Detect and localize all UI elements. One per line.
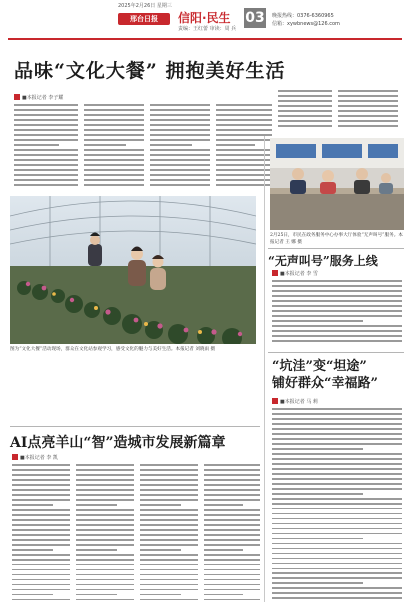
main-text-col-6 [338,90,398,130]
column-divider [264,136,265,602]
section-editors: 责编：王红蕾 审读：周 兵 [178,26,237,32]
text-line [204,549,243,551]
text-line [140,534,198,536]
text-line [140,584,198,586]
text-line [272,310,402,312]
text-line [12,554,70,556]
text-line [76,544,134,546]
text-line [140,489,198,491]
red-square-tag-icon [272,398,278,404]
text-line [204,524,260,526]
text-line [12,599,70,601]
text-line [272,305,402,307]
text-line [272,518,402,520]
text-line [140,544,198,546]
text-line [150,104,210,106]
hotline: 晚报热线：0376-6360965 [272,13,334,19]
text-line [216,124,272,126]
main-text-col-3 [150,104,210,189]
text-line [278,120,332,122]
text-line [272,498,402,500]
text-line [140,524,198,526]
text-line [140,519,198,521]
text-line [338,100,398,102]
text-line [14,109,78,111]
text-line [272,533,402,535]
text-line [204,594,243,596]
text-line [140,464,198,466]
text-line [338,105,398,107]
main-headline: 品味“文化大餐” 拥抱美好生活 [14,60,286,82]
text-line [76,549,117,551]
text-line [150,119,210,121]
text-line [278,95,332,97]
text-line [12,579,70,581]
text-line [84,134,144,136]
text-line [12,529,70,531]
text-line [12,504,53,506]
text-line [272,478,402,480]
text-line [76,524,134,526]
text-line [14,159,78,161]
text-line [76,474,134,476]
text-line [272,453,402,455]
side2-rule [268,352,404,353]
side2-byline: ■本报记者 马 莉 [272,398,318,405]
text-line [76,574,134,576]
text-line [14,149,78,151]
text-line [140,484,198,486]
text-line [12,534,70,536]
text-line [140,504,181,506]
text-line [12,514,70,516]
text-line [76,494,134,496]
text-line [272,418,402,420]
text-line [272,508,402,510]
text-line [84,124,144,126]
text-line [76,599,134,601]
text-line [76,584,134,586]
text-line [84,164,144,166]
red-square-tag-icon [272,270,278,276]
text-line [76,559,134,561]
text-line [12,499,70,501]
text-line [278,125,332,127]
text-line [12,479,70,481]
text-line [84,149,144,151]
text-line [338,125,398,127]
text-line [76,509,134,511]
text-line [272,548,402,550]
text-line [84,154,144,156]
text-line [272,523,402,525]
text-line [140,599,198,601]
text-line [338,120,398,122]
text-line [140,594,181,596]
ai-text-col-3 [140,464,198,604]
text-line [76,519,134,521]
text-line [204,579,260,581]
text-line [140,564,198,566]
text-line [76,504,117,506]
text-line [150,129,210,131]
text-line [272,488,402,490]
text-line [150,144,192,146]
text-line [84,159,144,161]
text-line [150,134,210,136]
newspaper-logo: 邢台日报 [118,13,170,25]
text-line [216,104,272,106]
text-line [204,509,260,511]
side1-headline: “无声叫号”服务上线 [268,254,378,268]
issue-date: 2025年2月26日 星期三 [118,3,172,9]
text-line [84,179,144,181]
text-line [204,474,260,476]
text-line [76,564,134,566]
text-line [272,468,402,470]
text-line [76,469,134,471]
text-line [272,568,402,570]
text-line [14,114,78,116]
text-line [14,174,78,176]
ai-text-col-4 [204,464,260,604]
side2-headline: “坑洼”变“坦途” 铺好群众“幸福路” [272,359,378,391]
text-line [204,479,260,481]
service-hall-photo-illustration [270,138,404,230]
main-byline: ■本报记者 李子耀 [14,94,63,101]
text-line [12,564,70,566]
text-line [84,114,144,116]
header-rule [8,38,402,40]
text-line [338,115,398,117]
text-line [272,408,402,410]
section-title: 信阳·民生 [178,11,231,25]
text-line [204,599,260,601]
ai-headline: AI点亮羊山“智”造城市发展新篇章 [10,435,226,451]
main-text-col-1 [14,104,78,189]
text-line [150,184,210,186]
text-line [12,464,70,466]
text-line [338,95,398,97]
text-line [140,574,198,576]
text-line [150,159,210,161]
text-line [14,139,78,141]
text-line [150,179,210,181]
text-line [140,549,181,551]
text-line [272,335,402,337]
text-line [12,469,70,471]
text-line [12,524,70,526]
red-square-tag-icon [12,454,18,460]
text-line [204,554,260,556]
text-line [84,104,144,106]
text-line [272,423,402,425]
text-line [12,489,70,491]
text-line [140,494,198,496]
ai-text-col-1 [12,464,70,604]
text-line [272,513,402,515]
text-line [140,529,198,531]
text-line [84,119,144,121]
main-photo-caption: 图为“文化大餐”活动现场，群众在文化站参观学习，感受文化的魅力与美好生活。本报记者 刘晓雨 摄 [10,347,216,352]
text-line [76,479,134,481]
text-line [204,464,260,466]
text-line [84,169,144,171]
text-line [204,544,260,546]
text-line [204,569,260,571]
text-line [84,174,144,176]
text-line [84,139,144,141]
text-line [272,320,363,322]
text-line [140,579,198,581]
text-line [272,553,402,555]
text-line [76,484,134,486]
text-line [76,539,134,541]
text-line [272,325,402,327]
red-square-tag-icon [14,94,20,100]
text-line [76,569,134,571]
text-line [272,558,402,560]
text-line [272,295,402,297]
side2-text [272,408,402,602]
text-line [150,114,210,116]
page-number: 03 [245,10,265,26]
text-line [204,559,260,561]
text-line [272,587,402,589]
text-line [204,584,260,586]
text-line [272,543,402,545]
text-line [140,469,198,471]
side-photo-caption: 2月25日，市民在政务服务中心办事大厅体验“无声叫号”服务。本报记者 王 娜 摄 [270,233,403,245]
main-text-col-2 [84,104,144,189]
text-line [338,110,398,112]
text-line [272,428,402,430]
ai-byline: ■本报记者 李 凯 [12,454,58,461]
text-line [278,105,332,107]
text-line [272,330,402,332]
text-line [12,484,70,486]
text-line [150,169,210,171]
text-line [150,149,210,151]
text-line [12,549,53,551]
text-line [278,115,332,117]
text-line [76,489,134,491]
text-line [272,340,402,342]
text-line [140,559,198,561]
text-line [272,280,402,282]
text-line [12,594,53,596]
text-line [76,579,134,581]
text-line [204,529,260,531]
text-line [140,509,198,511]
text-line [272,443,402,445]
text-line [204,574,260,576]
text-line [12,559,70,561]
text-line [140,569,198,571]
side-photo [270,138,404,230]
text-line [272,577,402,579]
text-line [84,129,144,131]
text-line [84,109,144,111]
text-line [216,144,255,146]
text-line [150,109,210,111]
text-line [272,483,402,485]
text-line [76,464,134,466]
text-line [14,134,78,136]
main-text-col-5 [278,90,332,130]
text-line [338,90,398,92]
text-line [12,539,70,541]
text-line [216,129,272,131]
text-line [140,479,198,481]
text-line [272,438,402,440]
text-line [76,554,134,556]
text-line [14,154,78,156]
text-line [76,499,134,501]
text-line [216,109,272,111]
text-line [272,572,402,574]
text-line [272,473,402,475]
text-line [12,584,70,586]
text-line [76,534,134,536]
text-line [272,463,402,465]
text-line [150,139,210,141]
ai-text-col-2 [76,464,134,604]
text-line [272,413,402,415]
text-line [12,494,70,496]
text-line [140,514,198,516]
text-line [204,539,260,541]
text-line [14,104,78,106]
contact-info [272,12,340,28]
text-line [84,144,126,146]
text-line [272,582,363,584]
text-line [272,290,402,292]
text-line [272,503,402,505]
text-line [140,554,198,556]
text-line [14,144,59,146]
text-line [216,114,272,116]
ai-rule [10,426,260,427]
text-line [204,514,260,516]
text-line [272,528,402,530]
text-line [12,574,70,576]
text-line [76,514,134,516]
text-line [272,597,402,599]
text-line [204,504,243,506]
text-line [204,519,260,521]
text-line [204,499,260,501]
text-line [204,589,260,591]
text-line [14,164,78,166]
text-line [140,539,198,541]
text-line [272,458,402,460]
text-line [140,499,198,501]
text-line [12,569,70,571]
text-line [278,90,332,92]
text-line [272,315,402,317]
side1-text [272,280,402,345]
text-line [272,448,363,450]
text-line [140,589,198,591]
text-line [12,544,70,546]
main-photo [10,196,256,344]
page-header [0,0,410,40]
text-line [14,169,78,171]
text-line [272,493,363,495]
text-line [272,563,402,565]
text-line [272,300,402,302]
text-line [150,164,210,166]
text-line [278,110,332,112]
text-line [140,474,198,476]
text-line [12,589,70,591]
text-line [216,119,272,121]
side1-rule [268,248,404,249]
text-line [278,100,332,102]
text-line [12,509,70,511]
text-line [204,564,260,566]
text-line [84,184,144,186]
text-line [76,589,134,591]
text-line [14,119,78,121]
side1-byline: ■本报记者 李 雪 [272,270,318,277]
text-line [76,529,134,531]
text-line [204,534,260,536]
text-line [150,154,210,156]
text-line [14,124,78,126]
text-line [204,494,260,496]
text-line [150,174,210,176]
text-line [14,184,78,186]
text-line [272,538,363,540]
text-line [272,285,402,287]
text-line [204,469,260,471]
text-line [76,594,117,596]
text-line [272,592,402,594]
text-line [12,474,70,476]
greenhouse-photo-illustration [10,196,256,344]
text-line [204,489,260,491]
text-line [12,519,70,521]
text-line [272,433,402,435]
email: 信箱：xywbnews@126.com [272,21,340,27]
text-line [204,484,260,486]
text-line [150,124,210,126]
text-line [14,129,78,131]
text-line [14,179,78,181]
